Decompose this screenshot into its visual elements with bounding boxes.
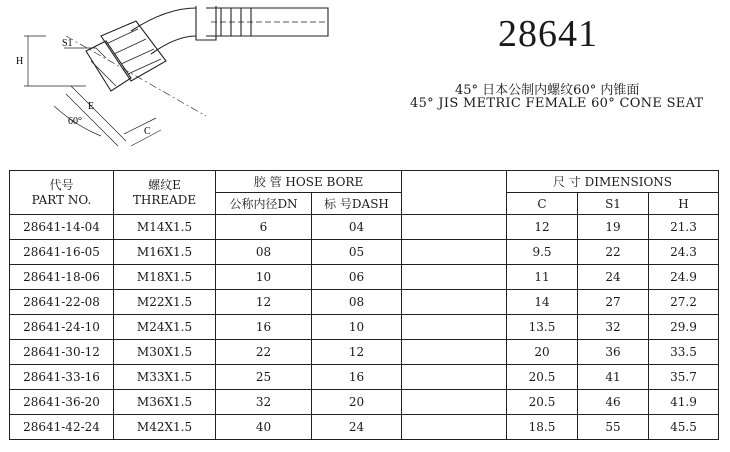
cell-blank (402, 290, 507, 315)
cell-blank (402, 240, 507, 265)
cell-c: 20.5 (507, 390, 578, 415)
cell-dn: 22 (216, 340, 312, 365)
cell-part: 28641-16-05 (10, 240, 114, 265)
table-row (10, 240, 719, 265)
cell-h: 24.9 (649, 265, 719, 290)
cell-c: 14 (507, 290, 578, 315)
header-blank (402, 171, 507, 215)
cell-thread: M22X1.5 (114, 290, 216, 315)
cell-dash: 20 (312, 390, 402, 415)
cell-s1: 24 (578, 265, 649, 290)
cell-thread: M30X1.5 (114, 340, 216, 365)
cell-blank (402, 340, 507, 365)
label-e: E (88, 101, 95, 112)
cell-blank (402, 390, 507, 415)
cell-thread: M16X1.5 (114, 240, 216, 265)
cell-part: 28641-14-04 (10, 215, 114, 240)
table-row (10, 340, 719, 365)
cell-dash: 12 (312, 340, 402, 365)
header-thread: 螺纹E THREADE (114, 171, 216, 215)
cell-c: 20 (507, 340, 578, 365)
header-c: C (507, 193, 578, 215)
cell-thread: M14X1.5 (114, 215, 216, 240)
cell-h: 45.5 (649, 415, 719, 440)
label-c: C (144, 126, 151, 137)
cell-s1: 46 (578, 390, 649, 415)
cell-c: 11 (507, 265, 578, 290)
cell-dn: 25 (216, 365, 312, 390)
cell-blank (402, 365, 507, 390)
header-dash: 标 号DASH (312, 193, 402, 215)
cell-part: 28641-36-20 (10, 390, 114, 415)
cell-dash: 06 (312, 265, 402, 290)
description-cn: 45° 日本公制内螺纹60° 内锥面 (455, 83, 640, 98)
label-angle: 60° (68, 116, 82, 127)
table-row (10, 290, 719, 315)
cell-s1: 19 (578, 215, 649, 240)
header-dn: 公称内径DN (216, 193, 312, 215)
table-row (10, 215, 719, 240)
cell-dash: 10 (312, 315, 402, 340)
cell-dn: 08 (216, 240, 312, 265)
table-row (10, 365, 719, 390)
table-row (10, 390, 719, 415)
cell-thread: M18X1.5 (114, 265, 216, 290)
header-part-no: 代号 PART NO. (10, 171, 114, 215)
cell-part: 28641-30-12 (10, 340, 114, 365)
cell-c: 18.5 (507, 415, 578, 440)
cell-h: 33.5 (649, 340, 719, 365)
spec-table-body (10, 215, 719, 440)
cell-dn: 40 (216, 415, 312, 440)
cell-part: 28641-33-16 (10, 365, 114, 390)
cell-h: 41.9 (649, 390, 719, 415)
cell-part: 28641-18-06 (10, 265, 114, 290)
cell-thread: M24X1.5 (114, 315, 216, 340)
cell-thread: M33X1.5 (114, 365, 216, 390)
header-hose-bore: 胶 管 HOSE BORE (216, 171, 402, 193)
label-s1: S1 (62, 38, 73, 49)
cell-thread: M36X1.5 (114, 390, 216, 415)
cell-blank (402, 215, 507, 240)
cell-dn: 32 (216, 390, 312, 415)
cell-dash: 24 (312, 415, 402, 440)
cell-s1: 55 (578, 415, 649, 440)
header-h: H (649, 193, 719, 215)
cell-s1: 36 (578, 340, 649, 365)
cell-dash: 08 (312, 290, 402, 315)
cell-part: 28641-24-10 (10, 315, 114, 340)
cell-h: 35.7 (649, 365, 719, 390)
cell-h: 27.2 (649, 290, 719, 315)
spec-table (9, 170, 719, 440)
label-h: H (16, 56, 24, 67)
cell-s1: 27 (578, 290, 649, 315)
cell-part: 28641-42-24 (10, 415, 114, 440)
cell-s1: 22 (578, 240, 649, 265)
cell-s1: 41 (578, 365, 649, 390)
cell-blank (402, 265, 507, 290)
cell-s1: 32 (578, 315, 649, 340)
header-dimensions: 尺 寸 DIMENSIONS (507, 171, 719, 193)
cell-part: 28641-22-08 (10, 290, 114, 315)
cell-c: 9.5 (507, 240, 578, 265)
fitting-drawing (6, 6, 336, 156)
cell-h: 29.9 (649, 315, 719, 340)
cell-dash: 04 (312, 215, 402, 240)
table-row (10, 265, 719, 290)
cell-c: 13.5 (507, 315, 578, 340)
cell-dash: 16 (312, 365, 402, 390)
cell-dn: 12 (216, 290, 312, 315)
description-en: 45° JIS METRIC FEMALE 60° CONE SEAT (410, 96, 704, 111)
cell-c: 20.5 (507, 365, 578, 390)
cell-h: 21.3 (649, 215, 719, 240)
cell-h: 24.3 (649, 240, 719, 265)
cell-blank (402, 315, 507, 340)
cell-dn: 10 (216, 265, 312, 290)
cell-dash: 05 (312, 240, 402, 265)
cell-dn: 16 (216, 315, 312, 340)
table-row (10, 315, 719, 340)
cell-blank (402, 415, 507, 440)
header-s1: S1 (578, 193, 649, 215)
cell-c: 12 (507, 215, 578, 240)
table-row (10, 415, 719, 440)
cell-thread: M42X1.5 (114, 415, 216, 440)
cell-dn: 6 (216, 215, 312, 240)
part-number-title: 28641 (498, 13, 598, 55)
